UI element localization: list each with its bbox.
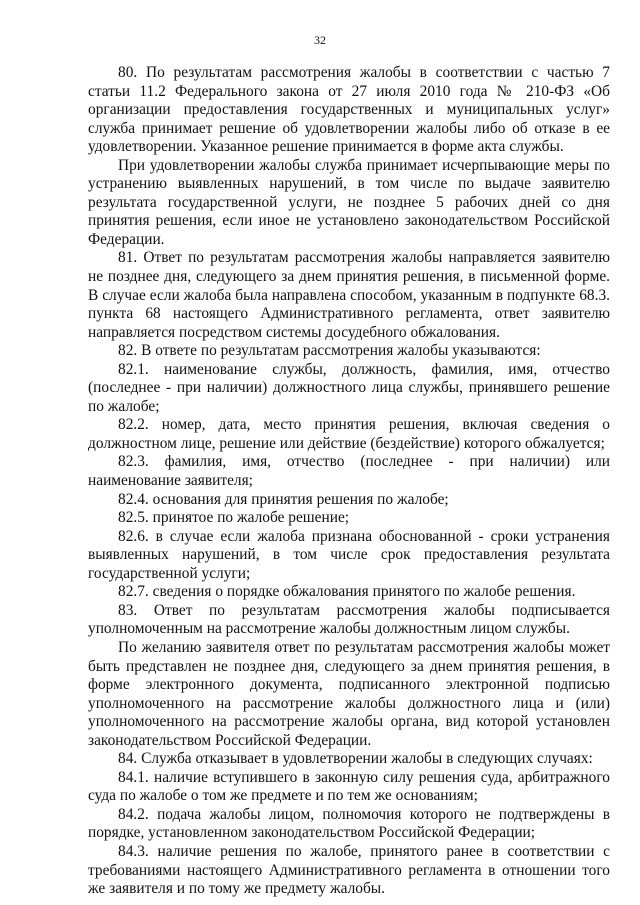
- paragraph-82-2: 82.2. номер, дата, место принятия решения, включая сведения о должностном лице, решение или действие (бездействие) которого обжалуется;: [88, 416, 610, 452]
- paragraph-84-1: 84.1. наличие вступившего в законную силу решения суда, арбитражного суда по жалобе о том же предмете и по тем же основаниям;: [88, 768, 610, 805]
- document-body: [88, 64, 610, 899]
- paragraph-80-satisfaction: При удовлетворении жалобы служба принимает исчерпывающие меры по устранению выявленных нарушений, в том числе по выдаче заявителю результата государственной услуги, не позднее 5 рабочих дней со дня принятия решения, если иное не установлено законодательством Российской Федерации.: [88, 156, 610, 248]
- paragraph-84-2: 84.2. подача жалобы лицом, полномочия которого не подтверждены в порядке, установленном законодательством Российской Федерации;: [88, 805, 610, 842]
- paragraph-82-6: 82.6. в случае если жалоба признана обоснованной - сроки устранения выявленных нарушений, в том числе срок предоставления результата государственной услуги;: [88, 527, 610, 582]
- paragraph-82-5: 82.5. принятое по жалобе решение;: [118, 509, 350, 527]
- paragraph-84: 84. Служба отказывает в удовлетворении жалобы в следующих случаях:: [118, 750, 593, 768]
- page-number: 32: [314, 33, 326, 47]
- paragraph-84-3: 84.3. наличие решения по жалобе, принятого ранее в соответствии с требованиями настоящего Административного регламента в отношении того же заявителя и по тому же предмету жалобы.: [88, 842, 610, 898]
- paragraph-80: 80. По результатам рассмотрения жалобы в соответствии с частью 7 статьи 11.2 Федерального закона от 27 июля 2010 года № 210-ФЗ «Об организации предоставления государственных и муниципальных услуг» служба принимает решение об удовлетворении жалобы либо об отказе в ее удовлетворении. Указанное решение принимается в форме акта службы.: [88, 64, 610, 156]
- paragraph-82-1: 82.1. наименование службы, должность, фамилия, имя, отчество (последнее - при наличии) должностного лица службы, принявшего решение по жалобе;: [88, 360, 610, 415]
- paragraph-82-7: 82.7. сведения о порядке обжалования принятого по жалобе решения.: [118, 583, 576, 601]
- paragraph-82-3: 82.3. фамилия, имя, отчество (последнее - при наличии) или наименование заявителя;: [88, 453, 610, 490]
- paragraph-82-4: 82.4. основания для принятия решения по жалобе;: [118, 490, 449, 508]
- paragraph-83: 83. Ответ по результатам рассмотрения жалобы подписывается уполномоченным на рассмотрение жалобы должностным лицом службы.: [88, 601, 610, 638]
- paragraph-81: 81. Ответ по результатам рассмотрения жалобы направляется заявителю не позднее дня, следующего за днем принятия решения, в письменной форме. В случае если жалоба была направлена способом, указанным в подпункте 68.3. пункта 68 настоящего Административного регламента, ответ заявителю направляется посредством системы досудебного обжалования.: [88, 249, 610, 341]
- paragraph-82: 82. В ответе по результатам рассмотрения жалобы указываются:: [118, 342, 541, 360]
- paragraph-83-electronic: По желанию заявителя ответ по результатам рассмотрения жалобы может быть представлен не позднее дня, следующего за днем принятия решения, в форме электронного документа, подписанного электронной подписью уполномоченного на рассмотрение жалобы должностного лица и (или) уполномоченного на рассмотрение жалобы органа, вид которой установлен законодательством Российской Федерации.: [88, 638, 610, 749]
